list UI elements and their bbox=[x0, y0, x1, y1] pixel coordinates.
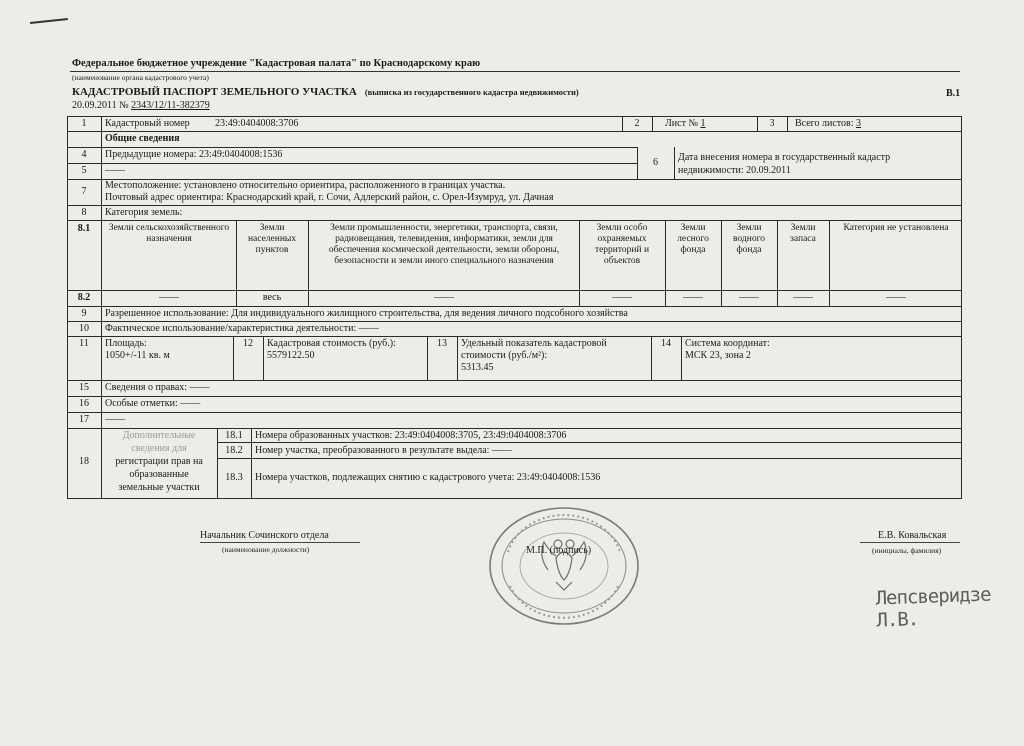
postal-address: Почтовый адрес ориентира: Краснодарский край, г. Сочи, Адлерский район, с. Орел-Изумруд, ул. Дачная bbox=[105, 192, 554, 203]
doc-title: КАДАСТРОВЫЙ ПАСПОРТ ЗЕМЕЛЬНОГО УЧАСТКА bbox=[72, 86, 357, 98]
category-protected: Земли особо охраняемых территорий и объектов bbox=[594, 223, 650, 266]
entry-date-label: Дата внесения номера в государственный кадастр bbox=[678, 152, 891, 163]
row-8-number: 8 bbox=[81, 207, 87, 218]
doc-date-number bbox=[72, 100, 210, 111]
org-underline bbox=[70, 71, 960, 72]
value-reserve: —— bbox=[793, 292, 813, 303]
cadastral-table bbox=[67, 116, 962, 501]
previous-numbers: Предыдущие номера: 23:49:0404008:1536 bbox=[105, 149, 283, 160]
row-8-2-number: 8.2 bbox=[77, 292, 91, 303]
total-sheets: Всего листов: 3 bbox=[795, 118, 862, 129]
additional-info-label-1: Дополнительные bbox=[122, 430, 196, 441]
stamp-signature-label: М.П. (подпись) bbox=[526, 545, 592, 556]
additional-info-label-2: сведения для bbox=[131, 443, 187, 454]
row-18-1-number: 18.1 bbox=[225, 430, 243, 441]
row-6-number: 6 bbox=[653, 157, 658, 168]
value-protected: —— bbox=[612, 292, 632, 303]
row-15-number: 15 bbox=[79, 382, 89, 393]
row-17-value: —— bbox=[105, 414, 125, 425]
additional-info-label-3: регистрации прав на bbox=[115, 456, 203, 467]
handwritten-signature: Лепсверидзе Л.В. bbox=[875, 583, 991, 632]
plots-to-remove: Номера участков, подлежащих снятию с кадастрового учета: 23:49:0404008:1536 bbox=[255, 472, 601, 483]
row-3-number: 3 bbox=[769, 118, 775, 129]
signer-name: Е.В. Ковальская bbox=[878, 530, 947, 541]
signer-name-underline bbox=[860, 542, 960, 543]
row-14-number: 14 bbox=[661, 338, 671, 349]
additional-info-label-4: образованные bbox=[129, 469, 189, 480]
form-code: В.1 bbox=[946, 88, 961, 99]
row-4-number: 4 bbox=[81, 149, 87, 160]
row-16-number: 16 bbox=[79, 398, 89, 409]
category-unset: Категория не установлена bbox=[843, 223, 949, 233]
cadastral-cost-value: 5579122.50 bbox=[267, 350, 315, 361]
doc-title-line bbox=[72, 86, 579, 98]
signer-position: Начальник Сочинского отдела bbox=[200, 530, 329, 541]
pen-mark bbox=[30, 18, 68, 24]
row-13-number: 13 bbox=[437, 338, 447, 349]
category-water: Земли водного фонда bbox=[733, 223, 765, 255]
row-11-number: 11 bbox=[79, 338, 89, 349]
rights-info: Сведения о правах: —— bbox=[105, 382, 210, 393]
signer-position-caption: (наименование должности) bbox=[222, 545, 310, 554]
row-8-1-number: 8.1 bbox=[77, 223, 91, 234]
value-forest: —— bbox=[683, 292, 703, 303]
signer-position-underline bbox=[200, 542, 360, 543]
transformed-plot: Номер участка, преобразованного в результате выдела: —— bbox=[255, 445, 512, 456]
row-1-number: 1 bbox=[81, 118, 87, 129]
value-settlements: весь bbox=[262, 292, 282, 303]
specific-cost-label-1: Удельный показатель кадастровой bbox=[461, 338, 607, 349]
value-agricultural: —— bbox=[159, 292, 179, 303]
special-notes: Особые отметки: —— bbox=[105, 398, 201, 409]
category-agricultural: Земли сельскохозяйственного назначения bbox=[108, 223, 230, 244]
location-text: Местоположение: установлено относительно ориентира, расположенного в границах участка. bbox=[105, 180, 506, 191]
additional-info-label-5: земельные участки bbox=[118, 482, 200, 493]
row-10-number: 10 bbox=[79, 323, 89, 334]
land-category-label: Категория земель: bbox=[105, 207, 183, 218]
signer-name-caption: (инициалы, фамилия) bbox=[872, 546, 942, 555]
row-12-number: 12 bbox=[243, 338, 253, 349]
row-2-number: 2 bbox=[634, 118, 640, 129]
sheet-number: Лист № 1 bbox=[665, 118, 706, 129]
row-18-3-number: 18.3 bbox=[225, 472, 243, 483]
coordinate-system-value: МСК 23, зона 2 bbox=[685, 350, 751, 361]
specific-cost-label-2: стоимости (руб./м²): bbox=[461, 350, 548, 361]
doc-number: 2343/12/11-382379 bbox=[131, 100, 210, 111]
cadastral-cost-label: Кадастровая стоимость (руб.): bbox=[267, 338, 396, 349]
row-5-number: 5 bbox=[81, 165, 87, 176]
row-18-2-number: 18.2 bbox=[225, 445, 243, 456]
formed-plots: Номера образованных участков: 23:49:0404008:3705, 23:49:0404008:3706 bbox=[255, 430, 567, 441]
permitted-use: Разрешенное использование: Для индивидуального жилищного строительства, для ведения личного подсобного хозяйства bbox=[105, 308, 628, 319]
specific-cost-value: 5313.45 bbox=[461, 362, 494, 373]
doc-date: 20.09.2011 № bbox=[72, 100, 129, 111]
org-caption: (наименование органа кадастрового учета) bbox=[72, 73, 209, 82]
cadastral-number-label: Кадастровый номер bbox=[105, 118, 190, 129]
row-7-number: 7 bbox=[81, 186, 87, 197]
cadastral-number-value: 23:49:0404008:3706 bbox=[215, 118, 299, 129]
entry-date-value: недвижимости: 20.09.2011 bbox=[678, 165, 791, 176]
general-info-heading: Общие сведения bbox=[105, 133, 180, 144]
area-label: Площадь: bbox=[105, 338, 147, 349]
coordinate-system-label: Система координат: bbox=[685, 338, 770, 349]
category-industrial: Земли промышленности, энергетики, транспорта, связи, радиовещания, телевидения, информатики, земли для обеспечения космической деятельности, земли обороны, безопасности и земли иного специального назначения bbox=[328, 223, 560, 266]
value-industrial: —— bbox=[434, 292, 454, 303]
row-5-value: —— bbox=[105, 165, 125, 176]
official-seal-icon bbox=[486, 502, 642, 626]
row-17-number: 17 bbox=[79, 414, 89, 425]
org-name: Федеральное бюджетное учреждение "Кадастровая палата" по Краснодарскому краю bbox=[72, 58, 481, 69]
category-reserve: Земли запаса bbox=[790, 223, 816, 244]
value-unset: —— bbox=[886, 292, 906, 303]
category-forest: Земли лесного фонда bbox=[677, 223, 709, 255]
category-settlements: Земли населенных пунктов bbox=[247, 223, 297, 255]
area-value: 1050+/-11 кв. м bbox=[105, 350, 170, 361]
value-water: —— bbox=[739, 292, 759, 303]
row-18-number: 18 bbox=[79, 456, 89, 467]
actual-use: Фактическое использование/характеристика деятельности: —— bbox=[105, 323, 379, 334]
row-9-number: 9 bbox=[81, 308, 87, 319]
doc-subtitle: (выписка из государственного кадастра недвижимости) bbox=[364, 87, 579, 97]
